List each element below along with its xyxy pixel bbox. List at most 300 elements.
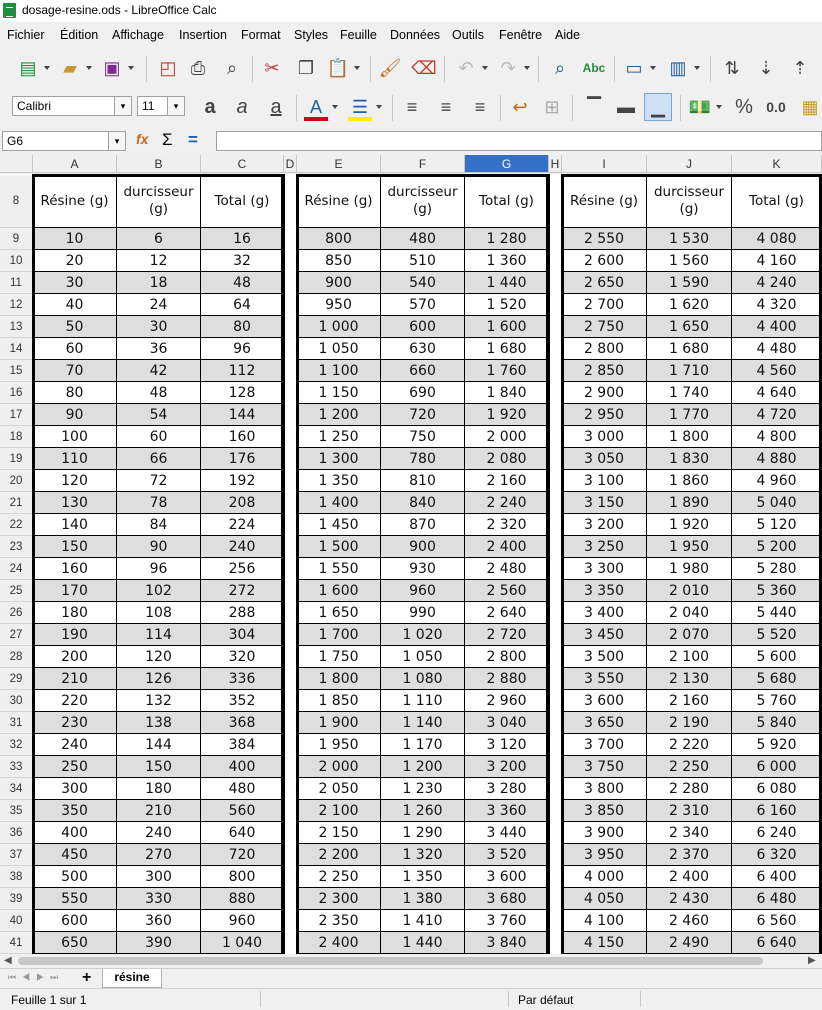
table-cell[interactable]: 128 bbox=[201, 382, 284, 404]
table-cell[interactable]: 3 040 bbox=[465, 712, 549, 734]
table-cell[interactable]: 4 100 bbox=[562, 910, 647, 932]
table-cell[interactable]: 1 860 bbox=[647, 470, 732, 492]
table-cell[interactable]: 50 bbox=[33, 316, 117, 338]
table-header-cell[interactable]: Résine (g) bbox=[562, 175, 647, 228]
table-cell[interactable]: 108 bbox=[117, 602, 201, 624]
table-cell[interactable]: 1 700 bbox=[297, 624, 381, 646]
column-header-i[interactable]: I bbox=[562, 155, 647, 173]
table-cell[interactable]: 1 200 bbox=[381, 756, 465, 778]
menu-7[interactable]: Données bbox=[390, 28, 441, 42]
menu-0[interactable]: Fichier bbox=[7, 28, 45, 42]
table-cell[interactable]: 144 bbox=[201, 404, 284, 426]
table-header-cell[interactable]: durcisseur (g) bbox=[381, 175, 465, 228]
column-header-a[interactable]: A bbox=[33, 155, 117, 173]
menu-3[interactable]: Insertion bbox=[179, 28, 227, 42]
scroll-right-icon[interactable]: ▶ bbox=[808, 955, 816, 966]
table-cell[interactable]: 390 bbox=[117, 932, 201, 954]
print-preview-icon[interactable]: ⌕ bbox=[226, 57, 238, 78]
row-header[interactable]: 41 bbox=[0, 932, 33, 954]
align-middle-icon[interactable]: ▬ bbox=[617, 96, 635, 117]
table-cell[interactable]: 2 000 bbox=[297, 756, 381, 778]
table-cell[interactable]: 1 040 bbox=[201, 932, 284, 954]
column-header-f[interactable]: F bbox=[381, 155, 465, 173]
menu-4[interactable]: Format bbox=[241, 28, 281, 42]
table-cell[interactable]: 5 520 bbox=[732, 624, 822, 646]
table-cell[interactable]: 6 000 bbox=[732, 756, 822, 778]
percent-format-icon[interactable]: % bbox=[735, 95, 753, 118]
row-header[interactable]: 17 bbox=[0, 404, 33, 426]
table-cell[interactable]: 1 500 bbox=[297, 536, 381, 558]
table-cell[interactable]: 2 320 bbox=[465, 514, 549, 536]
scroll-left-icon[interactable]: ◀ bbox=[4, 955, 12, 966]
export-pdf-icon[interactable]: ◰ bbox=[159, 57, 177, 78]
table-cell[interactable]: 2 100 bbox=[297, 800, 381, 822]
formula-icon[interactable]: = bbox=[188, 130, 198, 149]
table-cell[interactable]: 18 bbox=[117, 272, 201, 294]
table-cell[interactable]: 190 bbox=[33, 624, 117, 646]
table-cell[interactable]: 3 550 bbox=[562, 668, 647, 690]
table-cell[interactable]: 4 080 bbox=[732, 228, 822, 250]
table-cell[interactable]: 120 bbox=[117, 646, 201, 668]
table-cell[interactable]: 48 bbox=[201, 272, 284, 294]
table-cell[interactable]: 4 050 bbox=[562, 888, 647, 910]
table-cell[interactable]: 1 680 bbox=[647, 338, 732, 360]
table-cell[interactable]: 72 bbox=[117, 470, 201, 492]
table-cell[interactable]: 1 050 bbox=[381, 646, 465, 668]
clear-formatting-icon[interactable]: ⌫ bbox=[411, 57, 437, 78]
table-cell[interactable]: 5 200 bbox=[732, 536, 822, 558]
table-cell[interactable]: 192 bbox=[201, 470, 284, 492]
table-cell[interactable]: 2 490 bbox=[647, 932, 732, 954]
table-cell[interactable]: 6 bbox=[117, 228, 201, 250]
table-cell[interactable]: 1 230 bbox=[381, 778, 465, 800]
row-header[interactable]: 22 bbox=[0, 514, 33, 536]
table-cell[interactable]: 650 bbox=[33, 932, 117, 954]
table-cell[interactable]: 12 bbox=[117, 250, 201, 272]
table-cell[interactable]: 630 bbox=[381, 338, 465, 360]
table-cell[interactable]: 800 bbox=[201, 866, 284, 888]
table-cell[interactable]: 30 bbox=[117, 316, 201, 338]
paste-icon[interactable]: 📋 bbox=[324, 54, 352, 82]
table-cell[interactable]: 1 290 bbox=[381, 822, 465, 844]
table-cell[interactable]: 4 240 bbox=[732, 272, 822, 294]
font-name-box[interactable] bbox=[12, 96, 132, 116]
row-header[interactable]: 38 bbox=[0, 866, 33, 888]
table-cell[interactable]: 800 bbox=[297, 228, 381, 250]
underline-icon[interactable]: a bbox=[270, 95, 282, 118]
table-cell[interactable]: 2 300 bbox=[297, 888, 381, 910]
table-cell[interactable]: 10 bbox=[33, 228, 117, 250]
table-cell[interactable]: 5 280 bbox=[732, 558, 822, 580]
table-cell[interactable]: 2 600 bbox=[562, 250, 647, 272]
table-cell[interactable]: 3 440 bbox=[465, 822, 549, 844]
table-cell[interactable]: 90 bbox=[33, 404, 117, 426]
table-cell[interactable]: 3 360 bbox=[465, 800, 549, 822]
table-header-cell[interactable]: Total (g) bbox=[201, 175, 284, 228]
table-cell[interactable]: 1 800 bbox=[297, 668, 381, 690]
table-cell[interactable]: 640 bbox=[201, 822, 284, 844]
table-cell[interactable]: 24 bbox=[117, 294, 201, 316]
table-cell[interactable]: 850 bbox=[297, 250, 381, 272]
table-cell[interactable]: 3 520 bbox=[465, 844, 549, 866]
column-header-b[interactable]: B bbox=[117, 155, 201, 173]
table-cell[interactable]: 1 650 bbox=[647, 316, 732, 338]
sort-icon[interactable]: ⇅ bbox=[724, 57, 740, 78]
table-cell[interactable]: 48 bbox=[117, 382, 201, 404]
currency-format-icon[interactable]: 💵 bbox=[686, 93, 714, 121]
table-cell[interactable]: 1 380 bbox=[381, 888, 465, 910]
table-cell[interactable]: 2 700 bbox=[562, 294, 647, 316]
table-cell[interactable]: 570 bbox=[381, 294, 465, 316]
table-cell[interactable]: 480 bbox=[381, 228, 465, 250]
row-header[interactable]: 11 bbox=[0, 272, 33, 294]
table-cell[interactable]: 900 bbox=[297, 272, 381, 294]
table-cell[interactable]: 2 400 bbox=[647, 866, 732, 888]
table-cell[interactable]: 3 950 bbox=[562, 844, 647, 866]
table-cell[interactable]: 1 250 bbox=[297, 426, 381, 448]
table-cell[interactable]: 3 050 bbox=[562, 448, 647, 470]
table-cell[interactable]: 200 bbox=[33, 646, 117, 668]
table-cell[interactable]: 288 bbox=[201, 602, 284, 624]
table-cell[interactable]: 1 560 bbox=[647, 250, 732, 272]
table-cell[interactable]: 1 260 bbox=[381, 800, 465, 822]
table-cell[interactable]: 2 310 bbox=[647, 800, 732, 822]
table-cell[interactable]: 120 bbox=[33, 470, 117, 492]
table-cell[interactable]: 480 bbox=[201, 778, 284, 800]
table-cell[interactable]: 3 700 bbox=[562, 734, 647, 756]
spreadsheet-grid[interactable] bbox=[0, 155, 822, 954]
table-cell[interactable]: 2 160 bbox=[465, 470, 549, 492]
table-cell[interactable]: 5 040 bbox=[732, 492, 822, 514]
align-top-icon[interactable]: ▔ bbox=[587, 96, 601, 117]
column-icon[interactable]: ▥ bbox=[664, 54, 692, 82]
table-cell[interactable]: 2 400 bbox=[465, 536, 549, 558]
table-header-cell[interactable]: durcisseur (g) bbox=[117, 175, 201, 228]
clone-formatting-icon[interactable]: 🖌 bbox=[378, 57, 402, 78]
table-cell[interactable]: 150 bbox=[117, 756, 201, 778]
table-cell[interactable]: 1 740 bbox=[647, 382, 732, 404]
table-cell[interactable]: 1 800 bbox=[647, 426, 732, 448]
row-header[interactable]: 16 bbox=[0, 382, 33, 404]
table-cell[interactable]: 4 480 bbox=[732, 338, 822, 360]
bold-icon[interactable]: a bbox=[204, 95, 216, 118]
table-cell[interactable]: 3 100 bbox=[562, 470, 647, 492]
row-header[interactable]: 26 bbox=[0, 602, 33, 624]
sort-ascending-icon[interactable]: ⇣ bbox=[758, 57, 774, 78]
table-cell[interactable]: 6 080 bbox=[732, 778, 822, 800]
table-cell[interactable]: 272 bbox=[201, 580, 284, 602]
table-cell[interactable]: 60 bbox=[117, 426, 201, 448]
table-cell[interactable]: 950 bbox=[297, 294, 381, 316]
scrollbar-thumb[interactable] bbox=[18, 957, 763, 965]
name-box[interactable] bbox=[2, 131, 126, 151]
new-document-icon[interactable]: ▤ bbox=[14, 54, 42, 82]
save-icon[interactable]: ▣ bbox=[98, 54, 126, 82]
table-cell[interactable]: 54 bbox=[117, 404, 201, 426]
table-cell[interactable]: 210 bbox=[117, 800, 201, 822]
formula-input[interactable] bbox=[216, 131, 822, 151]
table-cell[interactable]: 1 950 bbox=[647, 536, 732, 558]
table-cell[interactable]: 510 bbox=[381, 250, 465, 272]
table-cell[interactable]: 224 bbox=[201, 514, 284, 536]
table-cell[interactable]: 330 bbox=[117, 888, 201, 910]
table-header-cell[interactable]: Total (g) bbox=[465, 175, 549, 228]
add-sheet-button[interactable]: + bbox=[82, 969, 92, 986]
table-cell[interactable]: 2 480 bbox=[465, 558, 549, 580]
table-cell[interactable]: 1 080 bbox=[381, 668, 465, 690]
table-cell[interactable]: 4 960 bbox=[732, 470, 822, 492]
table-cell[interactable]: 300 bbox=[117, 866, 201, 888]
find-replace-icon[interactable]: ⌕ bbox=[554, 57, 566, 78]
table-cell[interactable]: 2 720 bbox=[465, 624, 549, 646]
table-cell[interactable]: 1 590 bbox=[647, 272, 732, 294]
table-cell[interactable]: 140 bbox=[33, 514, 117, 536]
table-cell[interactable]: 600 bbox=[381, 316, 465, 338]
table-cell[interactable]: 4 000 bbox=[562, 866, 647, 888]
table-cell[interactable]: 2 040 bbox=[647, 602, 732, 624]
table-cell[interactable]: 1 850 bbox=[297, 690, 381, 712]
table-cell[interactable]: 3 600 bbox=[562, 690, 647, 712]
table-cell[interactable]: 4 800 bbox=[732, 426, 822, 448]
table-cell[interactable]: 2 350 bbox=[297, 910, 381, 932]
table-cell[interactable]: 1 920 bbox=[465, 404, 549, 426]
table-cell[interactable]: 240 bbox=[117, 822, 201, 844]
table-cell[interactable]: 1 350 bbox=[297, 470, 381, 492]
table-cell[interactable]: 304 bbox=[201, 624, 284, 646]
table-cell[interactable]: 400 bbox=[33, 822, 117, 844]
row-header[interactable]: 23 bbox=[0, 536, 33, 558]
table-cell[interactable]: 96 bbox=[201, 338, 284, 360]
table-cell[interactable]: 1 840 bbox=[465, 382, 549, 404]
table-cell[interactable]: 3 600 bbox=[465, 866, 549, 888]
column-header-e[interactable]: E bbox=[297, 155, 381, 173]
table-cell[interactable]: 3 120 bbox=[465, 734, 549, 756]
table-cell[interactable]: 270 bbox=[117, 844, 201, 866]
table-cell[interactable]: 1 110 bbox=[381, 690, 465, 712]
table-cell[interactable]: 1 710 bbox=[647, 360, 732, 382]
table-cell[interactable]: 690 bbox=[381, 382, 465, 404]
row-header[interactable]: 29 bbox=[0, 668, 33, 690]
table-cell[interactable]: 3 400 bbox=[562, 602, 647, 624]
table-cell[interactable]: 600 bbox=[33, 910, 117, 932]
table-cell[interactable]: 112 bbox=[201, 360, 284, 382]
chevron-down-icon[interactable]: ▾ bbox=[167, 97, 184, 115]
table-cell[interactable]: 6 480 bbox=[732, 888, 822, 910]
table-cell[interactable]: 42 bbox=[117, 360, 201, 382]
chevron-down-icon[interactable]: ▾ bbox=[108, 132, 125, 150]
row-header[interactable]: 25 bbox=[0, 580, 33, 602]
table-cell[interactable]: 4 640 bbox=[732, 382, 822, 404]
row-header[interactable]: 14 bbox=[0, 338, 33, 360]
table-cell[interactable]: 900 bbox=[381, 536, 465, 558]
table-cell[interactable]: 560 bbox=[201, 800, 284, 822]
table-cell[interactable]: 990 bbox=[381, 602, 465, 624]
table-cell[interactable]: 132 bbox=[117, 690, 201, 712]
table-cell[interactable]: 2 250 bbox=[297, 866, 381, 888]
table-cell[interactable]: 4 560 bbox=[732, 360, 822, 382]
function-wizard-icon[interactable]: fx bbox=[136, 131, 149, 147]
undo-icon[interactable]: ↶ bbox=[452, 54, 480, 82]
table-cell[interactable]: 2 560 bbox=[465, 580, 549, 602]
table-cell[interactable]: 3 200 bbox=[562, 514, 647, 536]
table-cell[interactable]: 176 bbox=[201, 448, 284, 470]
table-cell[interactable]: 1 170 bbox=[381, 734, 465, 756]
font-size-box[interactable] bbox=[137, 96, 185, 116]
table-cell[interactable]: 4 400 bbox=[732, 316, 822, 338]
table-cell[interactable]: 3 760 bbox=[465, 910, 549, 932]
spellcheck-icon[interactable]: Abc bbox=[582, 61, 606, 75]
table-cell[interactable]: 1 950 bbox=[297, 734, 381, 756]
table-cell[interactable]: 40 bbox=[33, 294, 117, 316]
row-header[interactable]: 24 bbox=[0, 558, 33, 580]
align-bottom-icon[interactable]: ▁ bbox=[644, 93, 672, 121]
row-header[interactable]: 30 bbox=[0, 690, 33, 712]
table-cell[interactable]: 4 720 bbox=[732, 404, 822, 426]
table-cell[interactable]: 170 bbox=[33, 580, 117, 602]
copy-icon[interactable]: ❐ bbox=[297, 57, 315, 78]
column-header-h[interactable]: H bbox=[549, 155, 562, 173]
table-cell[interactable]: 336 bbox=[201, 668, 284, 690]
table-cell[interactable]: 6 160 bbox=[732, 800, 822, 822]
select-all-corner[interactable] bbox=[0, 155, 33, 173]
table-cell[interactable]: 1 980 bbox=[647, 558, 732, 580]
table-header-cell[interactable]: Résine (g) bbox=[297, 175, 381, 228]
table-cell[interactable]: 2 070 bbox=[647, 624, 732, 646]
table-cell[interactable]: 1 440 bbox=[465, 272, 549, 294]
table-cell[interactable]: 840 bbox=[381, 492, 465, 514]
table-cell[interactable]: 110 bbox=[33, 448, 117, 470]
table-cell[interactable]: 5 360 bbox=[732, 580, 822, 602]
table-cell[interactable]: 4 160 bbox=[732, 250, 822, 272]
table-cell[interactable]: 36 bbox=[117, 338, 201, 360]
table-cell[interactable]: 350 bbox=[33, 800, 117, 822]
table-cell[interactable]: 368 bbox=[201, 712, 284, 734]
table-cell[interactable]: 1 140 bbox=[381, 712, 465, 734]
menu-6[interactable]: Feuille bbox=[340, 28, 377, 42]
table-cell[interactable]: 3 500 bbox=[562, 646, 647, 668]
table-cell[interactable]: 2 160 bbox=[647, 690, 732, 712]
table-cell[interactable]: 138 bbox=[117, 712, 201, 734]
table-cell[interactable]: 300 bbox=[33, 778, 117, 800]
table-cell[interactable]: 32 bbox=[201, 250, 284, 272]
table-header-cell[interactable]: durcisseur (g) bbox=[647, 175, 732, 228]
table-cell[interactable]: 660 bbox=[381, 360, 465, 382]
table-cell[interactable]: 80 bbox=[201, 316, 284, 338]
table-header-cell[interactable]: Total (g) bbox=[732, 175, 822, 228]
table-cell[interactable]: 2 150 bbox=[297, 822, 381, 844]
table-cell[interactable]: 1 000 bbox=[297, 316, 381, 338]
table-cell[interactable]: 384 bbox=[201, 734, 284, 756]
row-header[interactable]: 28 bbox=[0, 646, 33, 668]
table-cell[interactable]: 500 bbox=[33, 866, 117, 888]
table-cell[interactable]: 2 370 bbox=[647, 844, 732, 866]
table-cell[interactable]: 180 bbox=[117, 778, 201, 800]
table-cell[interactable]: 2 340 bbox=[647, 822, 732, 844]
table-cell[interactable]: 20 bbox=[33, 250, 117, 272]
table-cell[interactable]: 2 850 bbox=[562, 360, 647, 382]
row-header[interactable]: 34 bbox=[0, 778, 33, 800]
table-cell[interactable]: 70 bbox=[33, 360, 117, 382]
table-cell[interactable]: 3 300 bbox=[562, 558, 647, 580]
sheet-nav-icons[interactable]: ⏮◀▶⏭ bbox=[8, 972, 65, 982]
wrap-text-icon[interactable]: ↩ bbox=[512, 96, 528, 117]
table-cell[interactable]: 96 bbox=[117, 558, 201, 580]
table-cell[interactable]: 3 800 bbox=[562, 778, 647, 800]
table-cell[interactable]: 2 190 bbox=[647, 712, 732, 734]
table-cell[interactable]: 90 bbox=[117, 536, 201, 558]
table-cell[interactable]: 2 130 bbox=[647, 668, 732, 690]
horizontal-scrollbar[interactable] bbox=[0, 954, 822, 968]
font-color-icon[interactable]: A bbox=[302, 93, 330, 121]
table-cell[interactable]: 810 bbox=[381, 470, 465, 492]
table-cell[interactable]: 3 150 bbox=[562, 492, 647, 514]
table-cell[interactable]: 126 bbox=[117, 668, 201, 690]
table-header-cell[interactable]: Résine (g) bbox=[33, 175, 117, 228]
merge-cells-icon[interactable]: ⊞ bbox=[544, 96, 560, 117]
table-cell[interactable]: 3 750 bbox=[562, 756, 647, 778]
table-cell[interactable]: 1 550 bbox=[297, 558, 381, 580]
row-header[interactable]: 15 bbox=[0, 360, 33, 382]
table-cell[interactable]: 30 bbox=[33, 272, 117, 294]
table-cell[interactable]: 114 bbox=[117, 624, 201, 646]
table-cell[interactable]: 4 320 bbox=[732, 294, 822, 316]
table-cell[interactable]: 2 550 bbox=[562, 228, 647, 250]
align-left-icon[interactable]: ≡ bbox=[406, 96, 418, 117]
table-cell[interactable]: 2 750 bbox=[562, 316, 647, 338]
table-cell[interactable]: 80 bbox=[33, 382, 117, 404]
table-cell[interactable]: 1 350 bbox=[381, 866, 465, 888]
table-cell[interactable]: 100 bbox=[33, 426, 117, 448]
table-cell[interactable]: 160 bbox=[33, 558, 117, 580]
row-header[interactable]: 39 bbox=[0, 888, 33, 910]
table-cell[interactable]: 3 450 bbox=[562, 624, 647, 646]
table-cell[interactable]: 78 bbox=[117, 492, 201, 514]
menu-2[interactable]: Affichage bbox=[112, 28, 164, 42]
table-cell[interactable]: 1 400 bbox=[297, 492, 381, 514]
table-cell[interactable]: 5 600 bbox=[732, 646, 822, 668]
table-cell[interactable]: 6 400 bbox=[732, 866, 822, 888]
table-cell[interactable]: 3 680 bbox=[465, 888, 549, 910]
table-cell[interactable]: 5 120 bbox=[732, 514, 822, 536]
table-cell[interactable]: 2 430 bbox=[647, 888, 732, 910]
table-cell[interactable]: 400 bbox=[201, 756, 284, 778]
row-header[interactable]: 40 bbox=[0, 910, 33, 932]
table-cell[interactable]: 2 010 bbox=[647, 580, 732, 602]
table-cell[interactable]: 2 200 bbox=[297, 844, 381, 866]
table-cell[interactable]: 2 800 bbox=[562, 338, 647, 360]
table-cell[interactable]: 3 650 bbox=[562, 712, 647, 734]
cut-icon[interactable]: ✂ bbox=[264, 57, 280, 78]
table-cell[interactable]: 1 200 bbox=[297, 404, 381, 426]
italic-icon[interactable]: a bbox=[236, 95, 248, 118]
row-header[interactable]: 27 bbox=[0, 624, 33, 646]
table-cell[interactable]: 1 360 bbox=[465, 250, 549, 272]
open-folder-icon[interactable]: ▰ bbox=[56, 54, 84, 82]
table-cell[interactable]: 720 bbox=[201, 844, 284, 866]
table-cell[interactable]: 2 080 bbox=[465, 448, 549, 470]
table-cell[interactable]: 6 240 bbox=[732, 822, 822, 844]
menu-9[interactable]: Fenêtre bbox=[499, 28, 543, 42]
table-cell[interactable]: 880 bbox=[201, 888, 284, 910]
table-cell[interactable]: 1 900 bbox=[297, 712, 381, 734]
column-header-j[interactable]: J bbox=[647, 155, 732, 173]
align-right-icon[interactable]: ≡ bbox=[474, 96, 486, 117]
table-cell[interactable]: 130 bbox=[33, 492, 117, 514]
table-cell[interactable]: 720 bbox=[381, 404, 465, 426]
table-cell[interactable]: 1 750 bbox=[297, 646, 381, 668]
table-cell[interactable]: 2 100 bbox=[647, 646, 732, 668]
print-icon[interactable]: ⎙ bbox=[190, 57, 206, 78]
